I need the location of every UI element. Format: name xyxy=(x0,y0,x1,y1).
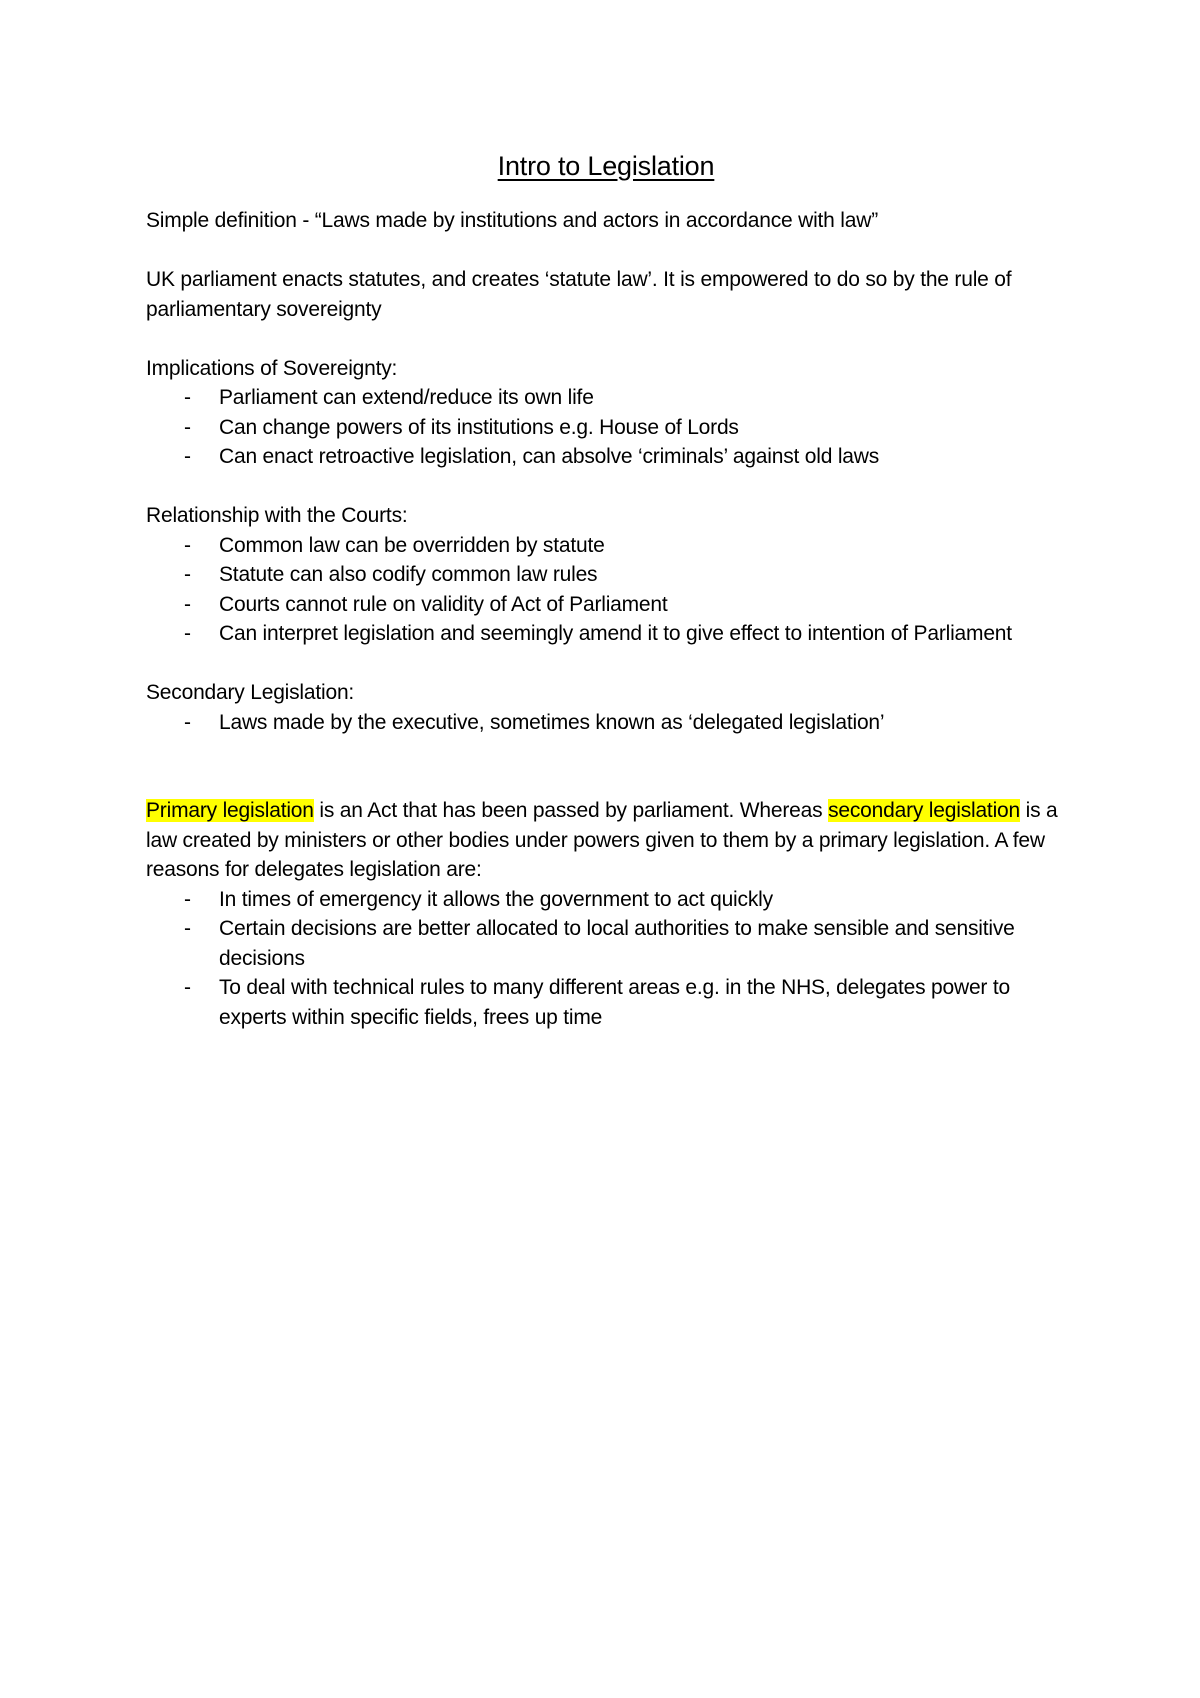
dash-bullet: - xyxy=(184,917,191,940)
list-item-text: Courts cannot rule on validity of Act of Parliament xyxy=(219,592,668,616)
list-item xyxy=(146,914,1066,973)
list-item-text: Can interpret legislation and seemingly amend it to give effect to intention of Parliament xyxy=(219,622,1012,645)
dash-bullet: - xyxy=(184,533,191,557)
list-item-text: In times of emergency it allows the government to act quickly xyxy=(219,887,773,911)
list-item xyxy=(146,885,1066,915)
spacer xyxy=(146,472,1066,502)
sovereignty-list xyxy=(146,383,1066,472)
uk-parliament-paragraph: UK parliament enacts statutes, and creates ‘statute law’. It is empowered to do so by the rule of parliamentary sovereignty xyxy=(146,268,1012,321)
dash-bullet: - xyxy=(184,887,191,911)
dash-bullet: - xyxy=(184,386,191,409)
dash-bullet: - xyxy=(184,445,191,468)
section-heading-secondary: Secondary Legislation: xyxy=(146,681,355,704)
reasons-list xyxy=(146,885,1066,1033)
secondary-list xyxy=(146,708,1066,738)
list-item xyxy=(146,973,1066,1032)
dash-bullet: - xyxy=(184,976,191,999)
list-item-text: Statute can also codify common law rules xyxy=(219,563,598,586)
list-item xyxy=(146,531,1066,561)
paragraph-text: is a law created by ministers or other bodies under powers given to them by a primary legislation. A few reasons for delegates legislation are: xyxy=(146,799,1058,881)
list-item-text: Common law can be overridden by statute xyxy=(219,533,605,557)
page-title: Intro to Legislation xyxy=(497,151,715,181)
list-item xyxy=(146,590,1066,620)
spacer xyxy=(146,324,1066,354)
list-item xyxy=(146,413,1066,443)
courts-list xyxy=(146,531,1066,649)
highlight-primary-legislation: Primary legislation xyxy=(146,799,314,822)
spacer xyxy=(146,737,1066,796)
dash-bullet: - xyxy=(184,622,191,645)
dash-bullet: - xyxy=(184,415,191,439)
list-item-text: Can change powers of its institutions e.g. House of Lords xyxy=(219,415,739,439)
section-heading-sovereignty: Implications of Sovereignty: xyxy=(146,356,398,380)
primary-secondary-paragraph xyxy=(146,796,1066,885)
dash-bullet: - xyxy=(184,592,191,616)
list-item xyxy=(146,383,1066,413)
spacer xyxy=(146,649,1066,679)
list-item xyxy=(146,442,1066,472)
list-item xyxy=(146,708,1066,738)
highlight-secondary-legislation: secondary legislation xyxy=(828,799,1020,822)
dash-bullet: - xyxy=(184,710,191,734)
list-item-text: Certain decisions are better allocated to local authorities to make sensible and sensitive decisions xyxy=(219,917,1015,970)
section-heading-courts: Relationship with the Courts: xyxy=(146,504,408,527)
list-item-text: Parliament can extend/reduce its own life xyxy=(219,386,594,409)
list-item-text: To deal with technical rules to many different areas e.g. in the NHS, delegates power to experts within specific fields, frees up time xyxy=(219,976,1010,1029)
list-item xyxy=(146,560,1066,590)
simple-definition: Simple definition - “Laws made by institutions and actors in accordance with law” xyxy=(146,209,878,232)
dash-bullet: - xyxy=(184,563,191,586)
list-item-text: Laws made by the executive, sometimes known as ‘delegated legislation’ xyxy=(219,710,885,734)
paragraph-text: is an Act that has been passed by parliament. Whereas xyxy=(313,799,829,822)
spacer xyxy=(146,236,1066,266)
document-body xyxy=(146,146,1066,1032)
list-item-text: Can enact retroactive legislation, can absolve ‘criminals’ against old laws xyxy=(219,445,880,468)
list-item xyxy=(146,619,1066,649)
